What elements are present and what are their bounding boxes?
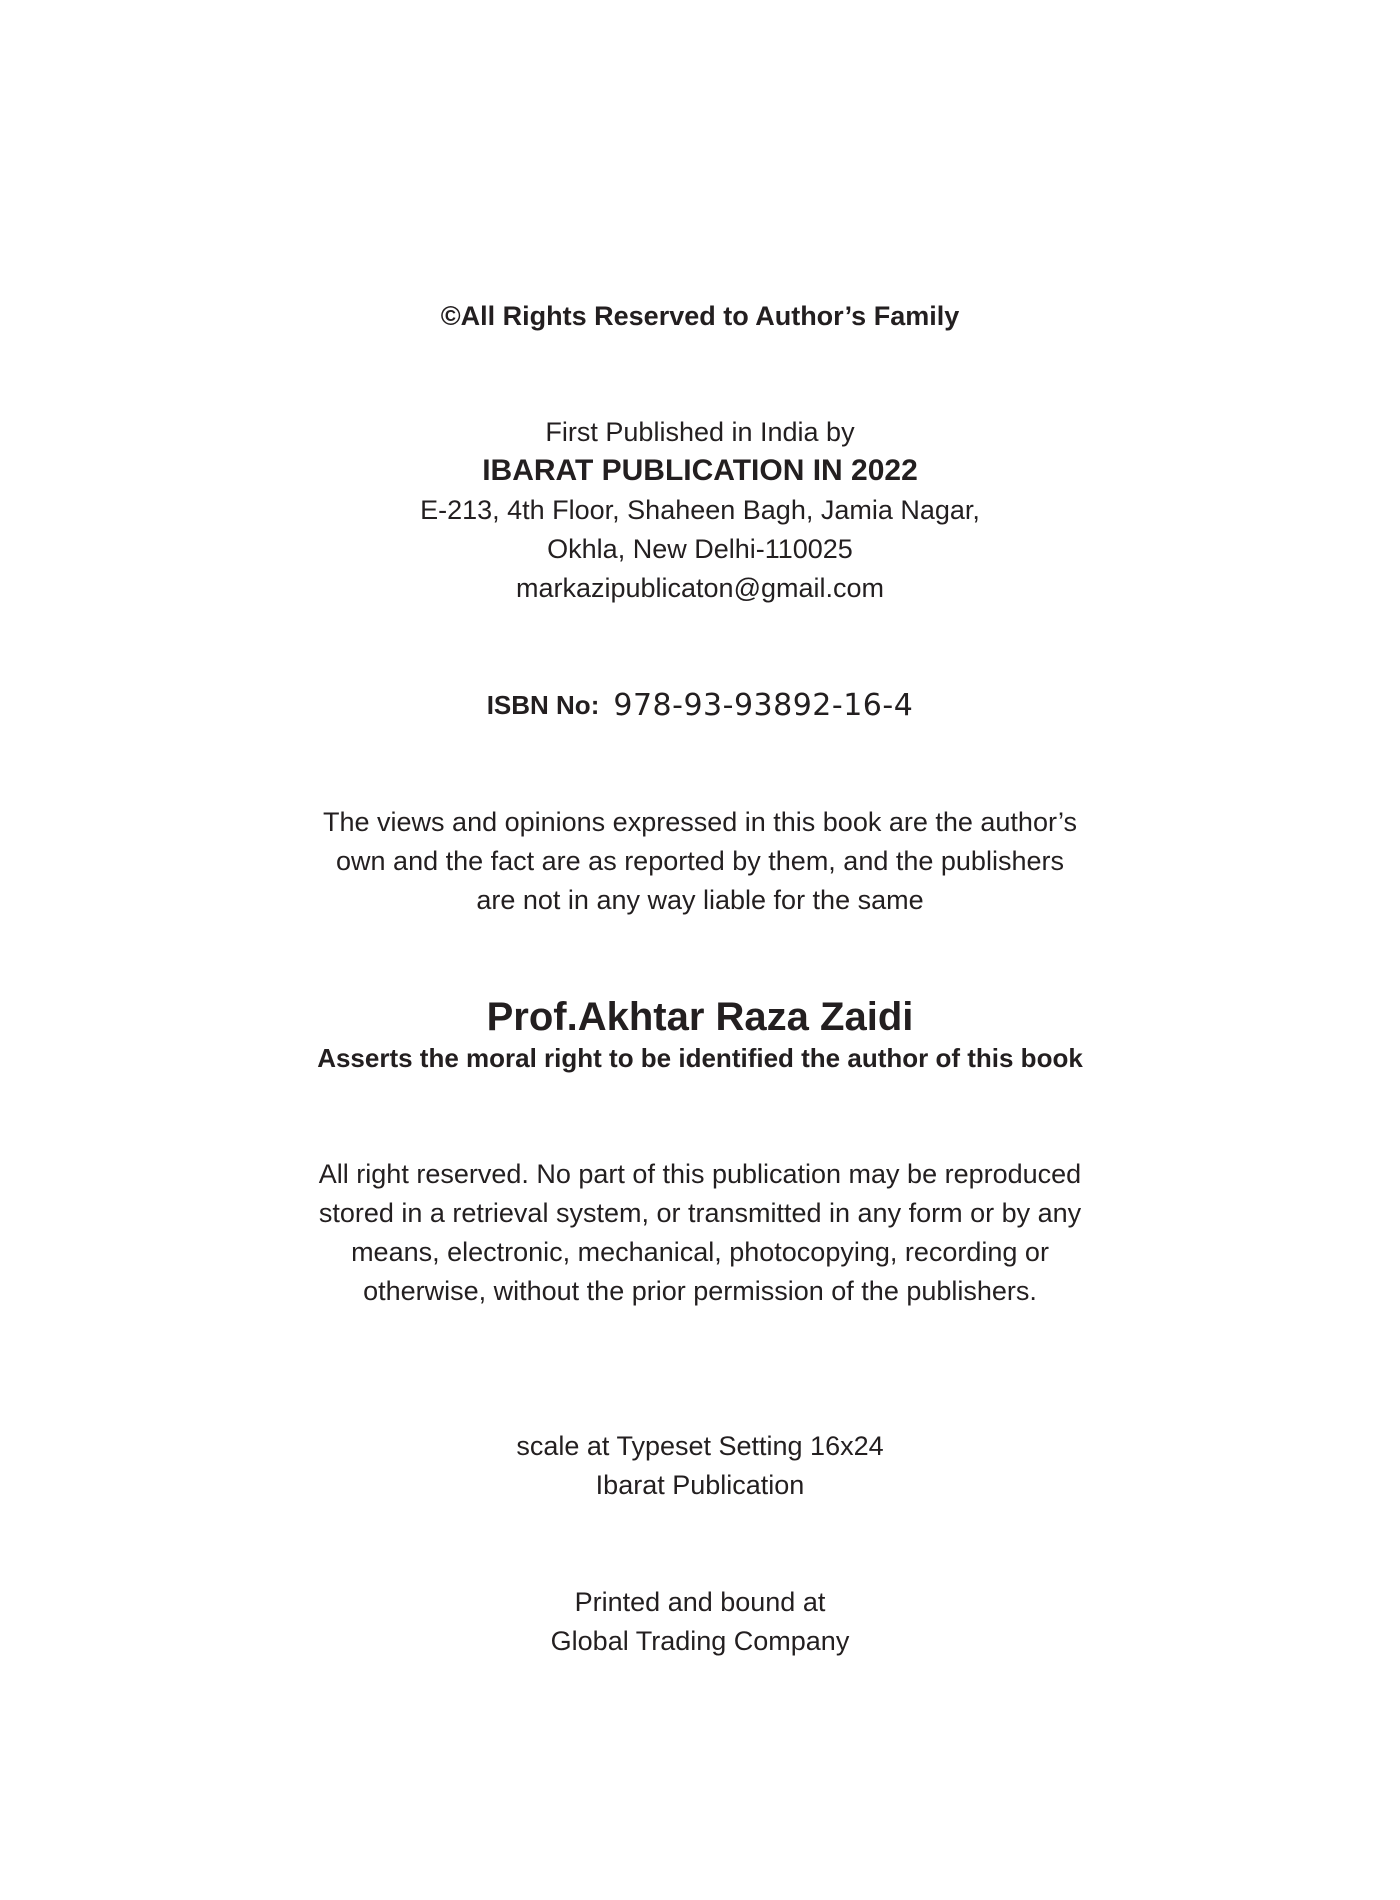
first-published-intro: First Published in India by <box>545 417 855 447</box>
publisher-address-line-2: Okhla, New Delhi-110025 <box>547 534 853 564</box>
publisher-name: IBARAT PUBLICATION IN 2022 <box>482 454 918 487</box>
typeset-setting: scale at Typeset Setting 16x24 <box>516 1431 884 1461</box>
printed-bound-at: Printed and bound at <box>574 1587 826 1617</box>
isbn-row <box>0 688 1400 723</box>
isbn-label: ISBN No: <box>486 690 600 720</box>
typeset-publisher: Ibarat Publication <box>595 1470 805 1500</box>
isbn-number: 978-93-93892-16-4 <box>613 688 914 723</box>
rights-notice-line-3: means, electronic, mechanical, photocopying, recording or <box>351 1237 1049 1267</box>
rights-notice-line-2: stored in a retrieval system, or transmitted in any form or by any <box>318 1198 1082 1228</box>
disclaimer-line-3: are not in any way liable for the same <box>476 885 924 915</box>
publisher-email: markazipublicaton@gmail.com <box>515 573 885 603</box>
author-moral-right: Asserts the moral right to be identified the author of this book <box>317 1043 1083 1073</box>
author-name: Prof.Akhtar Raza Zaidi <box>486 995 914 1039</box>
rights-notice-line-1: All right reserved. No part of this publication may be reproduced <box>318 1159 1082 1189</box>
disclaimer-line-2: own and the fact are as reported by them, and the publishers <box>336 846 1064 876</box>
rights-notice-line-4: otherwise, without the prior permission of the publishers. <box>363 1276 1037 1306</box>
publisher-address-line-1: E-213, 4th Floor, Shaheen Bagh, Jamia Nagar, <box>420 495 980 525</box>
printer-name: Global Trading Company <box>550 1626 850 1656</box>
copyright-notice: ©All Rights Reserved to Author’s Family <box>440 301 960 331</box>
disclaimer-line-1: The views and opinions expressed in this book are the author’s <box>323 807 1077 837</box>
